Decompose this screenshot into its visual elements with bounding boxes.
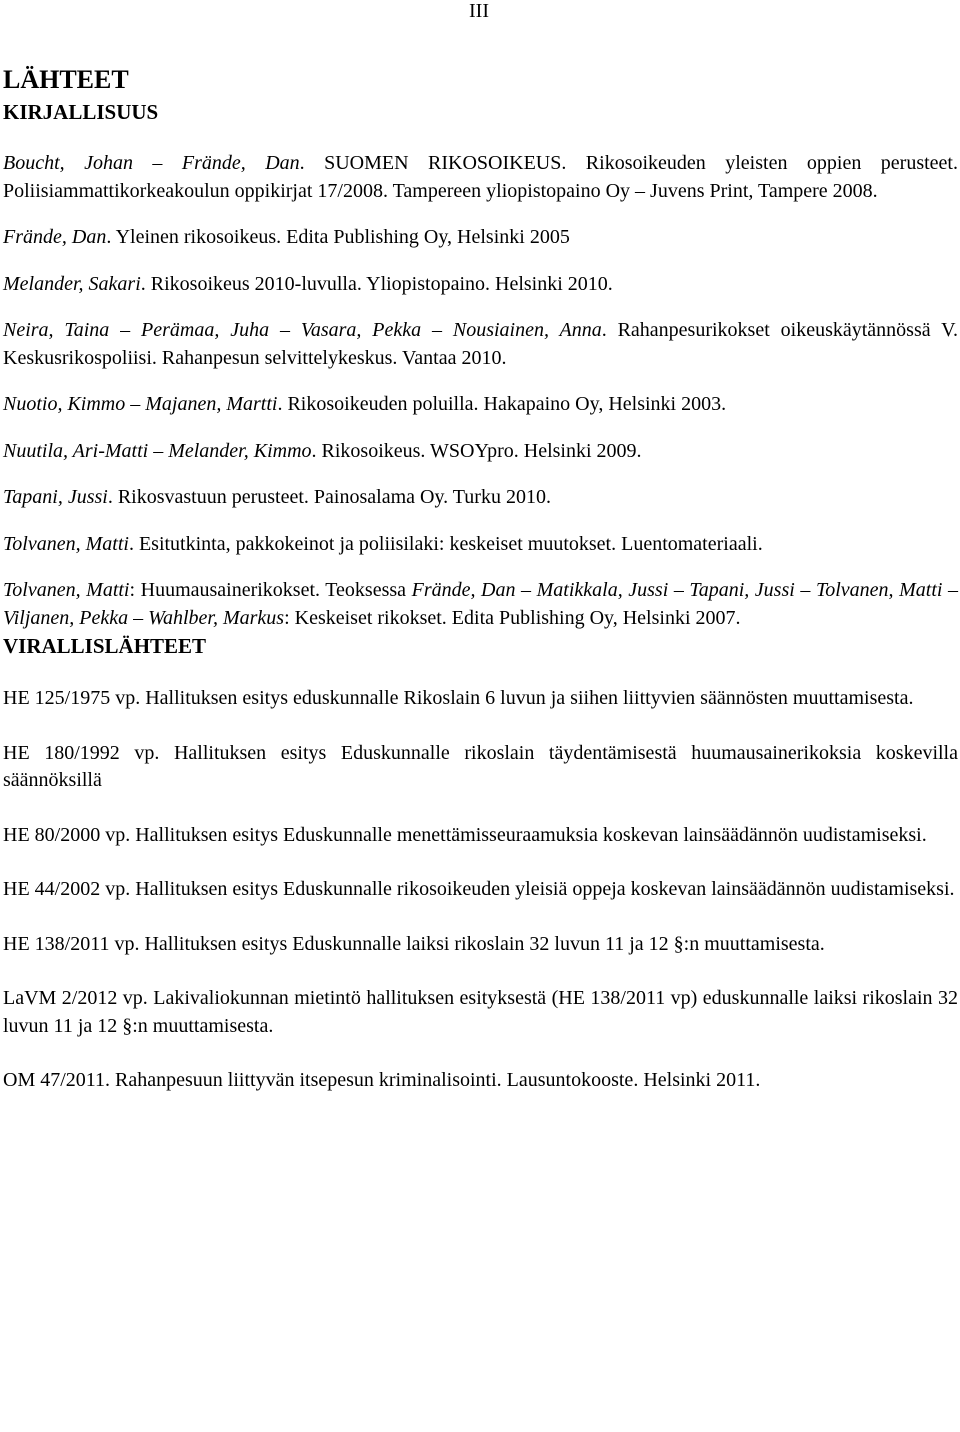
official-source-entry: HE 125/1975 vp. Hallituksen esitys eduskunnalle Rikoslain 6 luvun ja siihen liittyvien säännösten muuttamisesta. (3, 687, 914, 709)
official-source-entry: LaVM 2/2012 vp. Lakivaliokunnan mietintö hallituksen esityksestä (HE 138/2011 vp) eduskunnalle laiksi rikoslain 32 luvun 11 ja 12 §:n muuttamisesta. (3, 987, 958, 1037)
page-number: III (469, 0, 489, 22)
reference-author: Melander, Sakari (3, 272, 141, 295)
reference-text: . Rikosoikeus 2010-luvulla. Yliopistopaino. Helsinki 2010. (140, 272, 613, 295)
reference-entry (3, 224, 958, 252)
reference-author: Nuutila, Ari-Matti – Melander, Kimmo (3, 439, 312, 462)
official-source-entry: HE 180/1992 vp. Hallituksen esitys Eduskunnalle rikoslain täydentämisestä huumausainerikoksia koskevilla säännöksillä (3, 741, 958, 791)
document-body (3, 62, 958, 1095)
reference-text: . SUOMEN RIKOSOIKEUS. Rikosoikeuden yleisten oppien perusteet. Poliisiammattikorkeakoulun oppikirjat 17/2008. Tampereen yliopistopaino Oy – Juvens Print, Tampere 2008. (3, 152, 958, 202)
official-source-entry: HE 138/2011 vp. Hallituksen esitys Eduskunnalle laiksi rikoslain 32 luvun 11 ja 12 §:n muuttamisesta. (3, 932, 825, 955)
reference-text: . Rahanpesurikokset oikeuskäytännössä V. Keskusrikospoliisi. Rahanpesun selvittelykeskus. Vantaa 2010. (3, 319, 958, 369)
reference-author: Tapani, Jussi (3, 486, 108, 508)
reference-entry (3, 484, 958, 512)
reference-author: Nuotio, Kimmo – Majanen, Martti (3, 393, 278, 415)
official-sources-list (3, 685, 958, 1095)
reference-text: : Keskeiset rikokset. Edita Publishing Oy, Helsinki 2007. (284, 606, 741, 629)
reference-entry (3, 391, 958, 419)
reference-text: : Huumausainerikokset. Teoksessa (129, 579, 412, 601)
reference-editors: Frände, Dan – Matikkala, Jussi – Tapani, Jussi – Tolvanen, Matti – Viljanen, Pekka – Wahlber, Markus (3, 579, 958, 629)
official-source-entry: HE 80/2000 vp. Hallituksen esitys Eduskunnalle menettämisseuraamuksia koskevan lainsäädännön uudistamiseksi. (3, 823, 927, 846)
reference-author: Frände, Dan (3, 226, 107, 248)
literature-list (3, 150, 958, 632)
reference-author: Neira, Taina – Perämaa, Juha – Vasara, Pekka – Nousiainen, Anna (3, 319, 602, 341)
official-sources-heading: VIRALLISLÄHTEET (3, 634, 207, 658)
reference-entry (3, 438, 958, 466)
reference-author: Tolvanen, Matti (3, 532, 129, 555)
reference-text: . Esitutkinta, pakkokeinot ja poliisilaki: keskeiset muutokset. Luentomateriaali. (128, 532, 763, 555)
reference-author: Tolvanen, Matti (3, 579, 130, 601)
reference-text: . Yleinen rikosoikeus. Edita Publishing Oy, Helsinki 2005 (106, 226, 570, 248)
official-source-entry: HE 44/2002 vp. Hallituksen esitys Eduskunnalle rikosoikeuden yleisiä oppeja koskevan lainsäädännön uudistamiseksi. (3, 878, 955, 900)
reference-entry (3, 577, 958, 632)
reference-text: . Rikosoikeuden poluilla. Hakapaino Oy, Helsinki 2003. (277, 393, 727, 415)
reference-entry (3, 317, 958, 372)
reference-entry (3, 531, 958, 559)
reference-entry (3, 150, 958, 205)
page-title: LÄHTEET (3, 65, 129, 94)
official-source-entry: OM 47/2011. Rahanpesuun liittyvän itsepesun kriminalisointi. Lausuntokooste. Helsinki 2011. (3, 1069, 761, 1091)
reference-entry (3, 271, 958, 299)
reference-author: Boucht, Johan – Frände, Dan (3, 152, 300, 174)
reference-text: . Rikosoikeus. WSOYpro. Helsinki 2009. (311, 439, 642, 462)
reference-text: . Rikosvastuun perusteet. Painosalama Oy. Turku 2010. (107, 486, 551, 508)
literature-heading: KIRJALLISUUS (3, 100, 159, 124)
